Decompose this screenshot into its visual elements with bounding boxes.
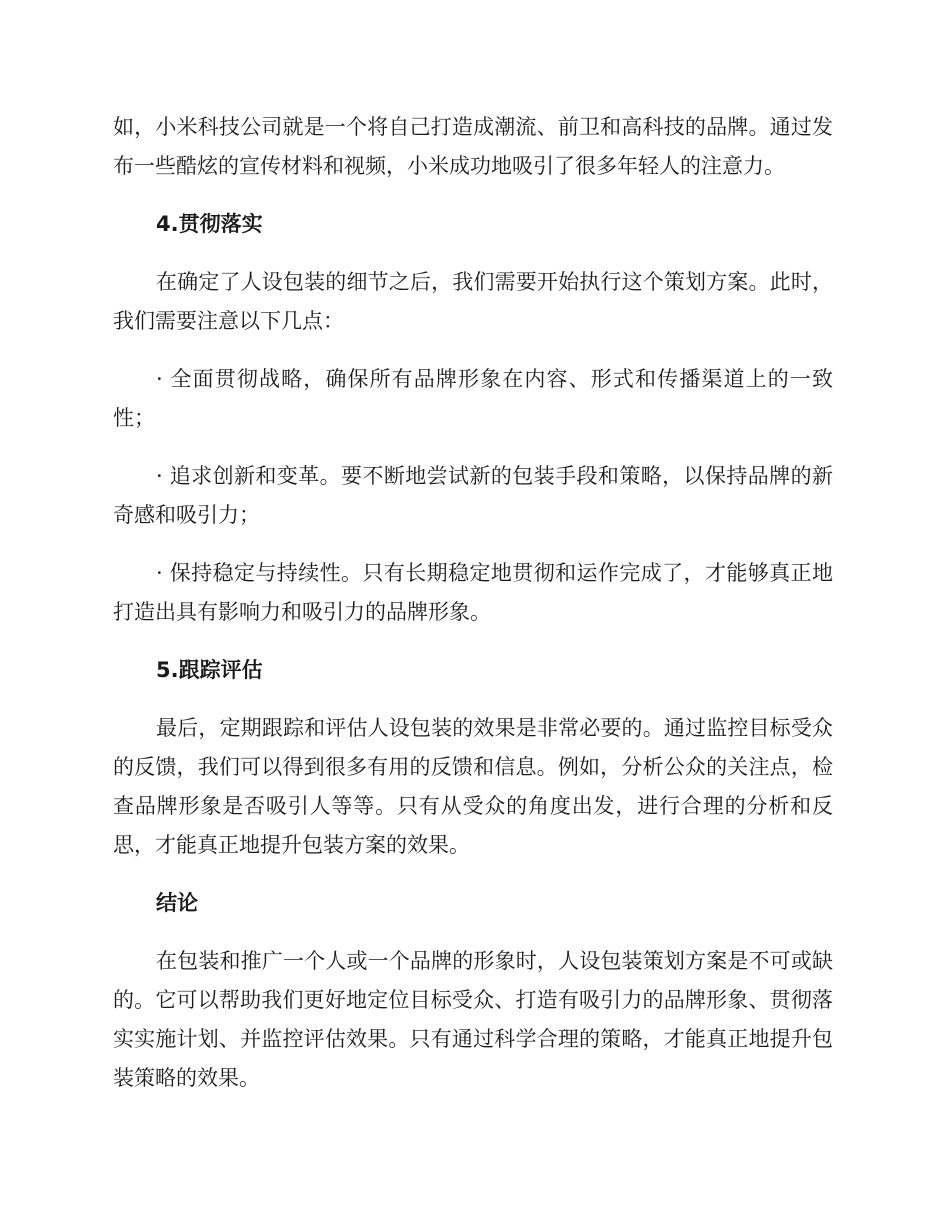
spacer [113, 690, 833, 709]
spacer [113, 341, 833, 360]
conclusion-body: 在包装和推广一个人或一个品牌的形象时，人设包装策划方案是不可或缺的。它可以帮助我们更好地定位目标受众、打造有吸引力的品牌形象、贯彻落实实施计划、并监控评估效果。只有通过科学合理的策略，才能真正地提升包装策略的效果。 [113, 949, 833, 1090]
conclusion-heading: 结论 [156, 891, 198, 915]
spacer [113, 186, 833, 205]
paragraph-xiaomi-example: 如，小米科技公司就是一个将自己打造成潮流、前卫和高科技的品牌。通过发布一些酷炫的宣传材料和视频，小米成功地吸引了很多年轻人的注意力。 [113, 115, 833, 178]
bullet-item-1: · 全面贯彻战略，确保所有品牌形象在内容、形式和传播渠道上的一致性； [113, 367, 833, 430]
section4-intro: 在确定了人设包装的细节之后，我们需要开始执行这个策划方案。此时，我们需要注意以下几点： [113, 270, 833, 333]
section-heading-5: 5.跟踪评估 [156, 658, 263, 682]
spacer [113, 632, 833, 651]
spacer [113, 535, 833, 554]
spacer [113, 865, 833, 884]
bullet-item-2: · 追求创新和变革。要不断地尝试新的包装手段和策略，以保持品牌的新奇感和吸引力； [113, 464, 833, 527]
spacer [113, 438, 833, 457]
document-page [113, 108, 833, 1098]
spacer [113, 244, 833, 263]
bullet-item-3: · 保持稳定与持续性。只有长期稳定地贯彻和运作完成了，才能够真正地打造出具有影响力和吸引力的品牌形象。 [113, 561, 833, 624]
spacer [113, 923, 833, 942]
section-heading-4: 4.贯彻落实 [156, 212, 263, 236]
section5-body: 最后，定期跟踪和评估人设包装的效果是非常必要的。通过监控目标受众的反馈，我们可以得到很多有用的反馈和信息。例如，分析公众的关注点，检查品牌形象是否吸引人等等。只有从受众的角度出发，进行合理的分析和反思，才能真正地提升包装方案的效果。 [113, 716, 833, 857]
